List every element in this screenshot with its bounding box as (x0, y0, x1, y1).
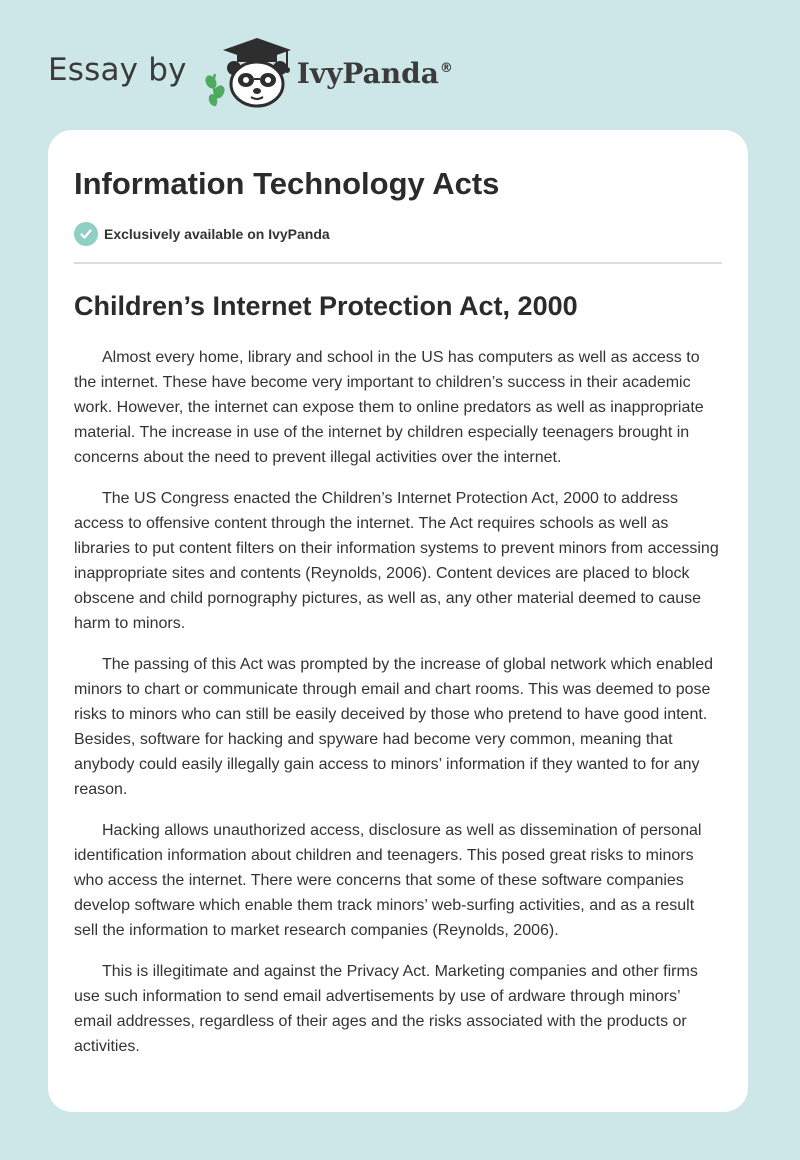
essay-card (48, 130, 748, 1112)
paragraph: The US Congress enacted the Children’s Internet Protection Act, 2000 to address access to offensive content through the internet. The Act requires schools as well as libraries to put content filters on their information systems to prevent minors from accessing inappropriate sites and contents (Reynolds, 2006). Content devices are placed to block obscene and child pornography pictures, as well as, any other material deemed to cause harm to minors. (74, 490, 719, 632)
paragraph: This is illegitimate and against the Privacy Act. Marketing companies and other firms use such information to send email advertisements by use of ardware through minors’ email addresses, regardless of their ages and the risks associated with the products or activities. (74, 963, 698, 1055)
exclusive-text: Exclusively available on IvyPanda (104, 226, 330, 242)
graduation-panda-icon (201, 34, 297, 110)
exclusive-badge (74, 222, 722, 246)
brand-header (48, 34, 453, 110)
checkmark-icon (74, 222, 98, 246)
essay-body (74, 345, 722, 1059)
divider (74, 262, 722, 264)
brand-name-text: IvyPanda (296, 56, 439, 90)
paragraph: Almost every home, library and school in the US has computers as well as access to the internet. These have become very important to children’s success in their academic work. However, the internet can expose them to online predators as well as inappropriate material. The increase in use of the internet by children especially teenagers brought in concerns about the need to prevent illegal activities over the internet. (74, 349, 704, 466)
registered-mark: ® (439, 61, 453, 77)
section-heading: Children’s Internet Protection Act, 2000 (74, 291, 578, 321)
brand-name (297, 57, 453, 90)
paragraph: The passing of this Act was prompted by the increase of global network which enabled minors to chart or communicate through email and chart rooms. This was deemed to pose risks to minors who can still be easily deceived by those who pretend to have good intent. Besides, software for hacking and spyware had become very common, meaning that anybody could easily illegally gain access to minors’ information if they wanted to for any reason. (74, 656, 714, 798)
brand-prefix: Essay by (48, 52, 187, 88)
document-title: Information Technology Acts (74, 166, 500, 201)
paragraph: Hacking allows unauthorized access, disclosure as well as dissemination of personal identification information about children and teenagers. This posed great risks to minors who access the internet. There were concerns that some of these software companies develop software which enable them track minors’ web-surfing activities, and as a result sell the information to market research companies (Reynolds, 2006). (74, 822, 702, 939)
